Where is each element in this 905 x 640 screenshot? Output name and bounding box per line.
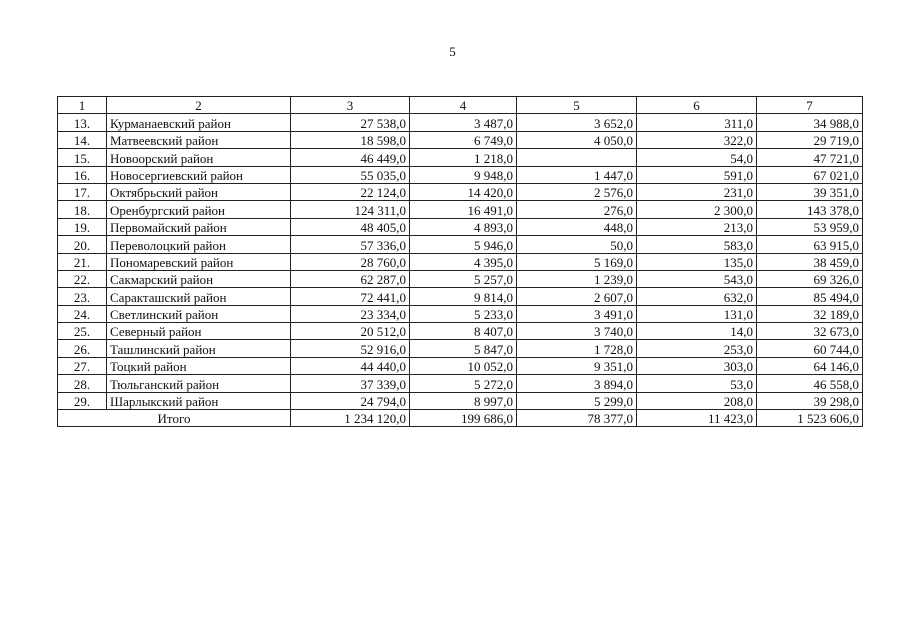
row-number: 16. (58, 166, 107, 183)
row-number: 20. (58, 236, 107, 253)
district-name: Первомайский район (107, 218, 291, 235)
value-col-5: 1 447,0 (517, 166, 637, 183)
value-col-7: 29 719,0 (757, 131, 863, 148)
value-col-6: 583,0 (637, 236, 757, 253)
value-col-7: 63 915,0 (757, 236, 863, 253)
table-row (58, 270, 863, 287)
value-col-6: 2 300,0 (637, 201, 757, 218)
district-table (57, 96, 863, 427)
value-col-5: 2 576,0 (517, 183, 637, 200)
value-col-7: 67 021,0 (757, 166, 863, 183)
table-row (58, 201, 863, 218)
value-col-6: 632,0 (637, 288, 757, 305)
value-col-3: 22 124,0 (291, 183, 410, 200)
table-row (58, 131, 863, 148)
table-row (58, 375, 863, 392)
value-col-3: 52 916,0 (291, 340, 410, 357)
row-number: 13. (58, 114, 107, 131)
value-col-6: 591,0 (637, 166, 757, 183)
value-col-5: 3 894,0 (517, 375, 637, 392)
district-name: Пономаревский район (107, 253, 291, 270)
value-col-4: 5 272,0 (410, 375, 517, 392)
value-col-5: 276,0 (517, 201, 637, 218)
row-number: 21. (58, 253, 107, 270)
value-col-6: 135,0 (637, 253, 757, 270)
value-col-4: 1 218,0 (410, 149, 517, 166)
value-col-3: 62 287,0 (291, 270, 410, 287)
value-col-3: 72 441,0 (291, 288, 410, 305)
value-col-3: 44 440,0 (291, 357, 410, 374)
value-col-4: 14 420,0 (410, 183, 517, 200)
table-row (58, 218, 863, 235)
column-header: 2 (107, 97, 291, 114)
district-name: Оренбургский район (107, 201, 291, 218)
table-row (58, 340, 863, 357)
district-name: Курманаевский район (107, 114, 291, 131)
table-row (58, 149, 863, 166)
total-label: Итого (58, 410, 291, 427)
page-number: 5 (449, 44, 456, 59)
total-row (58, 410, 863, 427)
value-col-4: 8 997,0 (410, 392, 517, 409)
district-name: Тюльганский район (107, 375, 291, 392)
value-col-3: 18 598,0 (291, 131, 410, 148)
total-value: 78 377,0 (517, 410, 637, 427)
table-body (58, 97, 863, 427)
column-header: 5 (517, 97, 637, 114)
value-col-3: 20 512,0 (291, 323, 410, 340)
value-col-6: 131,0 (637, 305, 757, 322)
value-col-5: 5 169,0 (517, 253, 637, 270)
district-name: Сакмарский район (107, 270, 291, 287)
table-row (58, 183, 863, 200)
row-number: 17. (58, 183, 107, 200)
value-col-5: 3 652,0 (517, 114, 637, 131)
value-col-7: 85 494,0 (757, 288, 863, 305)
district-name: Переволоцкий район (107, 236, 291, 253)
value-col-4: 5 847,0 (410, 340, 517, 357)
row-number: 23. (58, 288, 107, 305)
value-col-5: 5 299,0 (517, 392, 637, 409)
value-col-4: 9 814,0 (410, 288, 517, 305)
table-row (58, 357, 863, 374)
value-col-4: 3 487,0 (410, 114, 517, 131)
value-col-4: 8 407,0 (410, 323, 517, 340)
value-col-7: 39 351,0 (757, 183, 863, 200)
value-col-5: 4 050,0 (517, 131, 637, 148)
column-header: 1 (58, 97, 107, 114)
district-name: Саракташский район (107, 288, 291, 305)
district-name: Новосергиевский район (107, 166, 291, 183)
value-col-5: 3 491,0 (517, 305, 637, 322)
district-name: Октябрьский район (107, 183, 291, 200)
value-col-3: 24 794,0 (291, 392, 410, 409)
value-col-6: 54,0 (637, 149, 757, 166)
district-name: Шарлыкский район (107, 392, 291, 409)
row-number: 29. (58, 392, 107, 409)
total-value: 199 686,0 (410, 410, 517, 427)
value-col-6: 253,0 (637, 340, 757, 357)
table-row (58, 253, 863, 270)
value-col-7: 64 146,0 (757, 357, 863, 374)
value-col-5: 2 607,0 (517, 288, 637, 305)
value-col-4: 4 893,0 (410, 218, 517, 235)
value-col-4: 10 052,0 (410, 357, 517, 374)
value-col-7: 60 744,0 (757, 340, 863, 357)
value-col-3: 28 760,0 (291, 253, 410, 270)
value-col-7: 53 959,0 (757, 218, 863, 235)
table-row (58, 392, 863, 409)
table-row (58, 166, 863, 183)
row-number: 27. (58, 357, 107, 374)
row-number: 19. (58, 218, 107, 235)
value-col-7: 39 298,0 (757, 392, 863, 409)
value-col-6: 311,0 (637, 114, 757, 131)
value-col-6: 53,0 (637, 375, 757, 392)
row-number: 24. (58, 305, 107, 322)
value-col-5: 3 740,0 (517, 323, 637, 340)
value-col-6: 543,0 (637, 270, 757, 287)
value-col-6: 213,0 (637, 218, 757, 235)
row-number: 18. (58, 201, 107, 218)
value-col-7: 32 673,0 (757, 323, 863, 340)
value-col-3: 46 449,0 (291, 149, 410, 166)
value-col-7: 46 558,0 (757, 375, 863, 392)
row-number: 22. (58, 270, 107, 287)
value-col-7: 69 326,0 (757, 270, 863, 287)
district-name: Матвеевский район (107, 131, 291, 148)
value-col-5: 9 351,0 (517, 357, 637, 374)
value-col-5 (517, 149, 637, 166)
table-row (58, 236, 863, 253)
value-col-4: 5 946,0 (410, 236, 517, 253)
value-col-3: 57 336,0 (291, 236, 410, 253)
district-name: Ташлинский район (107, 340, 291, 357)
value-col-4: 5 257,0 (410, 270, 517, 287)
value-col-3: 37 339,0 (291, 375, 410, 392)
row-number: 28. (58, 375, 107, 392)
district-name: Тоцкий район (107, 357, 291, 374)
total-value: 11 423,0 (637, 410, 757, 427)
table-row (58, 114, 863, 131)
value-col-4: 6 749,0 (410, 131, 517, 148)
value-col-7: 47 721,0 (757, 149, 863, 166)
value-col-5: 448,0 (517, 218, 637, 235)
value-col-5: 1 239,0 (517, 270, 637, 287)
column-header: 6 (637, 97, 757, 114)
value-col-5: 50,0 (517, 236, 637, 253)
total-value: 1 234 120,0 (291, 410, 410, 427)
value-col-6: 231,0 (637, 183, 757, 200)
value-col-4: 4 395,0 (410, 253, 517, 270)
value-col-4: 16 491,0 (410, 201, 517, 218)
value-col-7: 34 988,0 (757, 114, 863, 131)
value-col-3: 27 538,0 (291, 114, 410, 131)
value-col-3: 23 334,0 (291, 305, 410, 322)
district-name: Новоорский район (107, 149, 291, 166)
district-name: Северный район (107, 323, 291, 340)
value-col-4: 5 233,0 (410, 305, 517, 322)
value-col-3: 48 405,0 (291, 218, 410, 235)
value-col-6: 14,0 (637, 323, 757, 340)
value-col-7: 38 459,0 (757, 253, 863, 270)
value-col-6: 322,0 (637, 131, 757, 148)
column-header: 4 (410, 97, 517, 114)
column-number-row (58, 97, 863, 114)
column-header: 3 (291, 97, 410, 114)
row-number: 14. (58, 131, 107, 148)
total-value: 1 523 606,0 (757, 410, 863, 427)
row-number: 15. (58, 149, 107, 166)
value-col-7: 32 189,0 (757, 305, 863, 322)
district-name: Светлинский район (107, 305, 291, 322)
value-col-7: 143 378,0 (757, 201, 863, 218)
value-col-6: 208,0 (637, 392, 757, 409)
table-row (58, 288, 863, 305)
column-header: 7 (757, 97, 863, 114)
table-row (58, 323, 863, 340)
value-col-5: 1 728,0 (517, 340, 637, 357)
value-col-6: 303,0 (637, 357, 757, 374)
row-number: 25. (58, 323, 107, 340)
value-col-3: 55 035,0 (291, 166, 410, 183)
row-number: 26. (58, 340, 107, 357)
table-row (58, 305, 863, 322)
value-col-3: 124 311,0 (291, 201, 410, 218)
value-col-4: 9 948,0 (410, 166, 517, 183)
